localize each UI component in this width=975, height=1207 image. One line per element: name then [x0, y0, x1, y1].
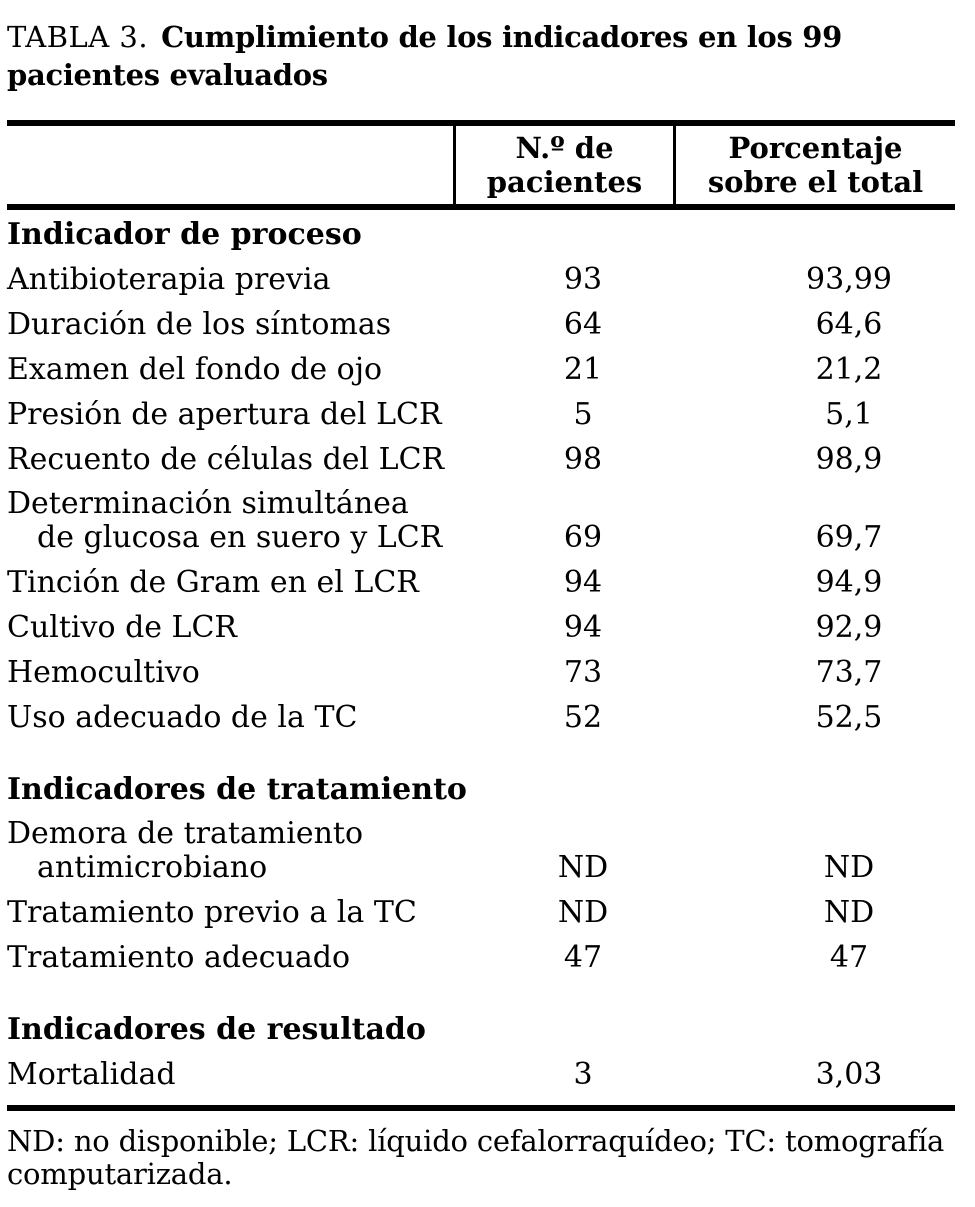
- row-label: Presión de apertura del LCR: [7, 397, 442, 432]
- patients-value: 3: [573, 1057, 593, 1092]
- indicators-table: [7, 120, 955, 1111]
- section-label: Indicadores de tratamiento: [7, 772, 467, 807]
- table-row: [7, 690, 955, 735]
- section-header-resultado: [7, 975, 955, 1047]
- table-footnote: ND: no disponible; LCR: líquido cefalorraquídeo; TC: tomografía computarizada.: [7, 1124, 945, 1191]
- percentage-value: ND: [823, 850, 875, 885]
- table-title: [7, 18, 957, 94]
- row-label: Examen del fondo de ojo: [7, 352, 383, 387]
- percentage-value: 21,2: [815, 352, 883, 387]
- row-label: Duración de los síntomas: [7, 307, 392, 342]
- row-label: Tinción de Gram en el LCR: [7, 565, 419, 600]
- table-row: [7, 555, 955, 600]
- table-row: [7, 885, 955, 930]
- percentage-value: 69,7: [815, 520, 883, 555]
- table-title-text: Cumplimiento de los indicadores en los 99 pacientes evaluados: [7, 20, 843, 92]
- percentage-value: 64,6: [815, 307, 883, 342]
- row-label: Hemocultivo: [7, 655, 200, 690]
- section-header-proceso: [7, 210, 955, 252]
- header-patients-line2: pacientes: [486, 165, 643, 199]
- patients-value: 52: [563, 700, 603, 735]
- section-label: Indicadores de resultado: [7, 1012, 426, 1047]
- percentage-value: 47: [829, 940, 869, 975]
- patients-value: 69: [563, 520, 603, 555]
- patients-value: 73: [563, 655, 603, 690]
- row-label: [7, 817, 453, 885]
- patients-value: 21: [563, 352, 603, 387]
- percentage-value: 3,03: [815, 1057, 883, 1092]
- table-row: [7, 252, 955, 297]
- row-label: Uso adecuado de la TC: [7, 700, 358, 735]
- row-label-line1: Demora de tratamiento: [7, 816, 364, 851]
- patients-value: 47: [563, 940, 603, 975]
- header-percentage-column: [673, 126, 955, 204]
- table-row: [7, 645, 955, 690]
- patients-value: 5: [573, 397, 593, 432]
- table-row: [7, 432, 955, 477]
- percentage-value: 92,9: [815, 610, 883, 645]
- patients-value: 64: [563, 307, 603, 342]
- row-label: Recuento de células del LCR: [7, 442, 445, 477]
- patients-value: 98: [563, 442, 603, 477]
- header-patients-line1: N.º de: [515, 131, 614, 165]
- percentage-value: 5,1: [825, 397, 873, 432]
- row-label: Tratamiento previo a la TC: [7, 895, 417, 930]
- percentage-value: 94,9: [815, 565, 883, 600]
- table-row: [7, 807, 955, 885]
- table-number-label: TABLA 3.: [7, 20, 149, 54]
- patients-value: ND: [557, 895, 609, 930]
- table-row: [7, 930, 955, 975]
- patients-value: 93: [563, 262, 603, 297]
- patients-value: 94: [563, 610, 603, 645]
- percentage-value: 93,99: [806, 262, 892, 297]
- table-row: [7, 600, 955, 645]
- row-label: Cultivo de LCR: [7, 610, 238, 645]
- table-row: [7, 297, 955, 342]
- percentage-value: 52,5: [815, 700, 883, 735]
- table-row: [7, 477, 955, 555]
- section-header-tratamiento: [7, 735, 955, 807]
- section-label: Indicador de proceso: [7, 217, 362, 252]
- header-percentage-line1: Porcentaje: [728, 131, 903, 165]
- table-header-row: [7, 120, 955, 210]
- row-label: Antibioterapia previa: [7, 262, 331, 297]
- table-row: [7, 387, 955, 432]
- percentage-value: 98,9: [815, 442, 883, 477]
- percentage-value: ND: [823, 895, 875, 930]
- table-row: [7, 1047, 955, 1092]
- table-row: [7, 342, 955, 387]
- patients-value: ND: [557, 850, 609, 885]
- row-label: [7, 487, 453, 555]
- row-label: Mortalidad: [7, 1057, 176, 1092]
- header-patients-column: [453, 126, 673, 204]
- header-percentage-line2: sobre el total: [707, 165, 924, 199]
- row-label-line2: antimicrobiano: [37, 850, 268, 885]
- header-empty-cell: [7, 126, 453, 204]
- row-label-line2: de glucosa en suero y LCR: [37, 520, 443, 555]
- percentage-value: 73,7: [815, 655, 883, 690]
- row-label-line1: Determinación simultánea: [7, 486, 409, 521]
- row-label: Tratamiento adecuado: [7, 940, 351, 975]
- table-body: [7, 210, 955, 1111]
- patients-value: 94: [563, 565, 603, 600]
